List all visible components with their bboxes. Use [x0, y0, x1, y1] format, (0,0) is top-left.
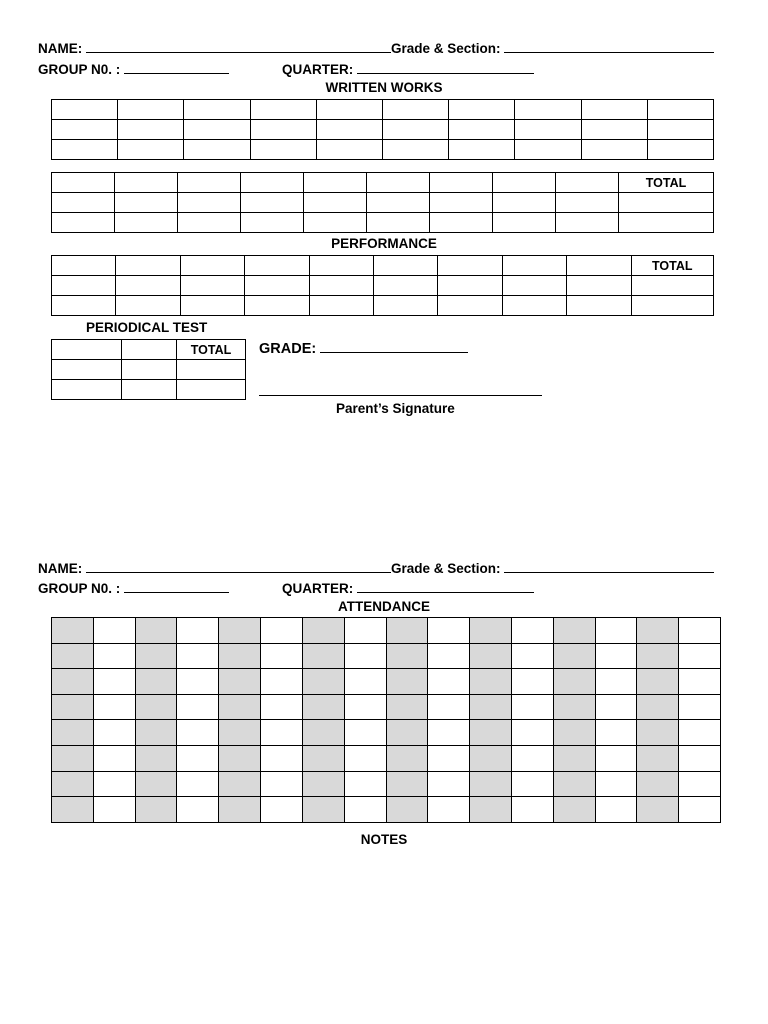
attendance-cell[interactable] — [428, 694, 470, 720]
attendance-cell[interactable] — [428, 720, 470, 746]
score-cell[interactable] — [309, 296, 373, 316]
score-cell[interactable] — [250, 120, 316, 140]
attendance-cell[interactable] — [177, 618, 219, 644]
grade-line — [259, 340, 468, 357]
attendance-cell[interactable] — [386, 720, 428, 746]
attendance-cell[interactable] — [470, 643, 512, 669]
attendance-cell[interactable] — [219, 720, 261, 746]
score-cell[interactable] — [493, 193, 556, 213]
written-works-table-2 — [51, 172, 714, 233]
attendance-cell[interactable] — [302, 669, 344, 695]
score-cell[interactable] — [180, 276, 244, 296]
attendance-cell[interactable] — [386, 669, 428, 695]
attendance-cell[interactable] — [428, 643, 470, 669]
attendance-cell[interactable] — [428, 745, 470, 771]
score-cell[interactable] — [116, 296, 180, 316]
score-cell[interactable] — [184, 120, 250, 140]
attendance-cell[interactable] — [135, 618, 177, 644]
attendance-cell[interactable] — [511, 720, 553, 746]
attendance-cell[interactable] — [135, 669, 177, 695]
attendance-cell[interactable] — [428, 771, 470, 797]
attendance-cell[interactable] — [261, 745, 303, 771]
score-cell[interactable] — [304, 213, 367, 233]
attendance-cell[interactable] — [637, 745, 679, 771]
attendance-cell[interactable] — [177, 745, 219, 771]
score-cell[interactable] — [556, 213, 619, 233]
attendance-cell[interactable] — [302, 797, 344, 823]
score-cell[interactable] — [52, 256, 116, 276]
attendance-cell[interactable] — [637, 669, 679, 695]
attendance-cell[interactable] — [386, 771, 428, 797]
score-cell[interactable] — [430, 173, 493, 193]
score-cell[interactable] — [178, 193, 241, 213]
attendance-cell[interactable] — [553, 643, 595, 669]
attendance-cell[interactable] — [637, 720, 679, 746]
table-row — [52, 669, 721, 695]
grade-section-blank[interactable] — [504, 560, 714, 573]
signature-line[interactable] — [259, 395, 542, 396]
attendance-cell[interactable] — [595, 720, 637, 746]
grade-label: GRADE: — [259, 341, 317, 357]
attendance-cell[interactable] — [177, 771, 219, 797]
attendance-cell[interactable] — [553, 797, 595, 823]
attendance-cell[interactable] — [511, 771, 553, 797]
score-cell[interactable] — [567, 256, 631, 276]
attendance-cell[interactable] — [219, 797, 261, 823]
attendance-cell[interactable] — [679, 797, 721, 823]
attendance-cell[interactable] — [470, 669, 512, 695]
quarter-label: QUARTER: — [282, 62, 354, 77]
attendance-cell[interactable] — [135, 694, 177, 720]
quarter-line — [282, 61, 534, 78]
score-cell[interactable] — [493, 213, 556, 233]
attendance-cell[interactable] — [261, 694, 303, 720]
score-cell[interactable] — [241, 193, 304, 213]
attendance-cell[interactable] — [637, 797, 679, 823]
attendance-cell[interactable] — [344, 694, 386, 720]
score-cell[interactable] — [116, 256, 180, 276]
attendance-cell[interactable] — [177, 797, 219, 823]
attendance-cell[interactable] — [470, 745, 512, 771]
score-cell[interactable] — [115, 173, 178, 193]
score-cell[interactable] — [438, 256, 502, 276]
attendance-cell[interactable] — [386, 745, 428, 771]
attendance-cell[interactable] — [219, 643, 261, 669]
attendance-cell[interactable] — [637, 694, 679, 720]
score-cell[interactable] — [250, 140, 316, 160]
table-row — [52, 140, 714, 160]
table-row — [52, 618, 721, 644]
score-cell[interactable] — [647, 140, 713, 160]
score-cell[interactable] — [241, 173, 304, 193]
score-cell[interactable] — [245, 296, 309, 316]
attendance-cell[interactable] — [261, 720, 303, 746]
score-cell[interactable] — [52, 296, 116, 316]
score-cell[interactable] — [304, 193, 367, 213]
group-blank[interactable] — [124, 580, 229, 593]
score-cell[interactable] — [309, 276, 373, 296]
written-works-title: WRITTEN WORKS — [325, 80, 443, 95]
score-cell[interactable] — [250, 100, 316, 120]
total-cell[interactable] — [631, 276, 713, 296]
attendance-cell[interactable] — [93, 618, 135, 644]
table-row — [52, 100, 714, 120]
name-line-2 — [38, 560, 714, 577]
score-cell[interactable] — [581, 140, 647, 160]
attendance-cell[interactable] — [637, 618, 679, 644]
attendance-table — [51, 617, 721, 823]
attendance-cell[interactable] — [261, 643, 303, 669]
score-cell[interactable] — [245, 276, 309, 296]
attendance-cell[interactable] — [302, 643, 344, 669]
written-works-table-1 — [51, 99, 714, 160]
attendance-cell[interactable] — [135, 643, 177, 669]
attendance-cell[interactable] — [52, 694, 94, 720]
attendance-title: ATTENDANCE — [338, 599, 430, 614]
attendance-cell[interactable] — [470, 694, 512, 720]
group-line — [38, 61, 229, 78]
attendance-cell[interactable] — [261, 797, 303, 823]
attendance-cell[interactable] — [344, 618, 386, 644]
attendance-cell[interactable] — [344, 669, 386, 695]
score-cell[interactable] — [122, 340, 177, 360]
attendance-cell[interactable] — [135, 745, 177, 771]
attendance-cell[interactable] — [595, 694, 637, 720]
score-cell[interactable] — [438, 276, 502, 296]
score-cell[interactable] — [382, 100, 448, 120]
score-cell[interactable] — [515, 140, 581, 160]
attendance-cell[interactable] — [595, 745, 637, 771]
score-cell[interactable] — [647, 120, 713, 140]
periodical-test-table — [51, 339, 246, 400]
performance-table — [51, 255, 714, 316]
score-cell[interactable] — [304, 173, 367, 193]
attendance-cell[interactable] — [679, 745, 721, 771]
attendance-cell[interactable] — [595, 797, 637, 823]
quarter-blank[interactable] — [357, 61, 534, 74]
table-row — [52, 643, 721, 669]
attendance-cell[interactable] — [637, 643, 679, 669]
attendance-cell[interactable] — [52, 643, 94, 669]
score-cell[interactable] — [52, 380, 122, 400]
attendance-cell[interactable] — [344, 720, 386, 746]
attendance-cell[interactable] — [261, 771, 303, 797]
attendance-cell[interactable] — [386, 797, 428, 823]
notes-title: NOTES — [360, 832, 408, 847]
attendance-cell[interactable] — [219, 618, 261, 644]
table-row — [52, 120, 714, 140]
table-row — [52, 771, 721, 797]
score-cell[interactable] — [502, 256, 566, 276]
attendance-cell[interactable] — [93, 669, 135, 695]
attendance-cell[interactable] — [302, 720, 344, 746]
attendance-cell[interactable] — [93, 771, 135, 797]
total-header: TOTAL — [631, 256, 713, 276]
attendance-cell[interactable] — [302, 745, 344, 771]
score-cell[interactable] — [180, 296, 244, 316]
attendance-cell[interactable] — [344, 797, 386, 823]
attendance-cell[interactable] — [219, 669, 261, 695]
attendance-cell[interactable] — [679, 618, 721, 644]
attendance-cell[interactable] — [93, 720, 135, 746]
score-cell[interactable] — [118, 100, 184, 120]
score-cell[interactable] — [430, 213, 493, 233]
attendance-cell[interactable] — [177, 720, 219, 746]
attendance-cell[interactable] — [595, 669, 637, 695]
attendance-cell[interactable] — [386, 694, 428, 720]
score-cell[interactable] — [382, 140, 448, 160]
total-cell[interactable] — [619, 213, 714, 233]
attendance-cell[interactable] — [177, 669, 219, 695]
name-blank[interactable] — [86, 560, 391, 573]
score-cell[interactable] — [430, 193, 493, 213]
attendance-cell[interactable] — [553, 669, 595, 695]
score-cell[interactable] — [647, 100, 713, 120]
score-cell[interactable] — [367, 193, 430, 213]
score-cell[interactable] — [316, 120, 382, 140]
score-cell[interactable] — [52, 213, 115, 233]
attendance-cell[interactable] — [553, 618, 595, 644]
attendance-cell[interactable] — [679, 694, 721, 720]
score-cell[interactable] — [52, 120, 118, 140]
attendance-cell[interactable] — [219, 745, 261, 771]
score-cell[interactable] — [556, 173, 619, 193]
attendance-cell[interactable] — [386, 618, 428, 644]
attendance-cell[interactable] — [52, 745, 94, 771]
attendance-cell[interactable] — [52, 771, 94, 797]
table-row — [52, 276, 714, 296]
table-row — [52, 213, 714, 233]
attendance-cell[interactable] — [219, 694, 261, 720]
score-cell[interactable] — [309, 256, 373, 276]
parents-signature-label: Parent’s Signature — [336, 401, 455, 416]
score-cell[interactable] — [241, 213, 304, 233]
attendance-cell[interactable] — [595, 771, 637, 797]
quarter-blank[interactable] — [357, 580, 534, 593]
table-row — [52, 380, 246, 400]
score-cell[interactable] — [438, 296, 502, 316]
attendance-cell[interactable] — [595, 618, 637, 644]
attendance-cell[interactable] — [344, 771, 386, 797]
total-cell[interactable] — [177, 360, 246, 380]
table-row — [52, 256, 714, 276]
score-cell[interactable] — [115, 193, 178, 213]
attendance-cell[interactable] — [428, 669, 470, 695]
attendance-cell[interactable] — [261, 669, 303, 695]
attendance-cell[interactable] — [135, 771, 177, 797]
attendance-cell[interactable] — [135, 797, 177, 823]
attendance-cell[interactable] — [553, 720, 595, 746]
group-label: GROUP N0. : — [38, 581, 121, 596]
score-cell[interactable] — [122, 360, 177, 380]
score-cell[interactable] — [515, 100, 581, 120]
total-cell[interactable] — [177, 380, 246, 400]
score-cell[interactable] — [52, 140, 118, 160]
attendance-cell[interactable] — [219, 771, 261, 797]
attendance-cell[interactable] — [93, 745, 135, 771]
table-row — [52, 193, 714, 213]
score-cell[interactable] — [52, 100, 118, 120]
score-cell[interactable] — [493, 173, 556, 193]
table-row — [52, 340, 246, 360]
attendance-cell[interactable] — [302, 694, 344, 720]
score-cell[interactable] — [367, 173, 430, 193]
attendance-cell[interactable] — [177, 694, 219, 720]
quarter-line-2 — [282, 580, 534, 597]
attendance-cell[interactable] — [470, 771, 512, 797]
score-cell[interactable] — [180, 256, 244, 276]
score-cell[interactable] — [449, 120, 515, 140]
score-cell[interactable] — [52, 360, 122, 380]
attendance-cell[interactable] — [511, 745, 553, 771]
score-cell[interactable] — [373, 256, 437, 276]
periodical-test-title: PERIODICAL TEST — [86, 320, 208, 335]
table-row — [52, 745, 721, 771]
score-cell[interactable] — [115, 213, 178, 233]
score-cell[interactable] — [52, 193, 115, 213]
attendance-cell[interactable] — [511, 618, 553, 644]
attendance-cell[interactable] — [637, 771, 679, 797]
attendance-cell[interactable] — [511, 643, 553, 669]
attendance-cell[interactable] — [302, 771, 344, 797]
score-cell[interactable] — [116, 276, 180, 296]
attendance-cell[interactable] — [52, 669, 94, 695]
table-row — [52, 360, 246, 380]
attendance-cell[interactable] — [470, 720, 512, 746]
group-label: GROUP N0. : — [38, 62, 121, 77]
attendance-cell[interactable] — [511, 669, 553, 695]
attendance-cell[interactable] — [553, 745, 595, 771]
attendance-cell[interactable] — [93, 797, 135, 823]
name-label: NAME: — [38, 41, 83, 56]
attendance-cell[interactable] — [386, 643, 428, 669]
score-cell[interactable] — [373, 276, 437, 296]
score-cell[interactable] — [122, 380, 177, 400]
grade-blank[interactable] — [320, 340, 468, 353]
quarter-label: QUARTER: — [282, 581, 354, 596]
score-cell[interactable] — [449, 100, 515, 120]
total-header: TOTAL — [177, 340, 246, 360]
name-line — [38, 40, 714, 57]
attendance-cell[interactable] — [52, 618, 94, 644]
grade-section-label: Grade & Section: — [391, 561, 501, 576]
attendance-cell[interactable] — [344, 745, 386, 771]
attendance-cell[interactable] — [679, 720, 721, 746]
attendance-cell[interactable] — [302, 618, 344, 644]
attendance-cell[interactable] — [470, 618, 512, 644]
score-cell[interactable] — [581, 100, 647, 120]
group-blank[interactable] — [124, 61, 229, 74]
attendance-cell[interactable] — [511, 694, 553, 720]
attendance-cell[interactable] — [428, 618, 470, 644]
score-cell[interactable] — [184, 140, 250, 160]
score-cell[interactable] — [178, 213, 241, 233]
attendance-cell[interactable] — [52, 720, 94, 746]
score-cell[interactable] — [581, 120, 647, 140]
table-row — [52, 296, 714, 316]
attendance-cell[interactable] — [344, 643, 386, 669]
attendance-cell[interactable] — [679, 643, 721, 669]
total-cell[interactable] — [619, 193, 714, 213]
group-line-2 — [38, 580, 229, 597]
name-label: NAME: — [38, 561, 83, 576]
attendance-cell[interactable] — [93, 694, 135, 720]
score-cell[interactable] — [382, 120, 448, 140]
score-cell[interactable] — [567, 296, 631, 316]
score-cell[interactable] — [52, 173, 115, 193]
table-row — [52, 720, 721, 746]
score-cell[interactable] — [184, 100, 250, 120]
attendance-cell[interactable] — [52, 797, 94, 823]
grade-section-blank[interactable] — [504, 40, 714, 53]
attendance-cell[interactable] — [93, 643, 135, 669]
score-cell[interactable] — [245, 256, 309, 276]
name-blank[interactable] — [86, 40, 391, 53]
attendance-cell[interactable] — [595, 643, 637, 669]
table-row — [52, 797, 721, 823]
score-cell[interactable] — [316, 100, 382, 120]
score-cell[interactable] — [502, 296, 566, 316]
attendance-cell[interactable] — [679, 771, 721, 797]
score-cell[interactable] — [367, 213, 430, 233]
attendance-cell[interactable] — [679, 669, 721, 695]
score-cell[interactable] — [118, 120, 184, 140]
score-cell[interactable] — [515, 120, 581, 140]
performance-title: PERFORMANCE — [331, 236, 437, 251]
grade-section-label: Grade & Section: — [391, 41, 501, 56]
attendance-cell[interactable] — [553, 771, 595, 797]
attendance-cell[interactable] — [428, 797, 470, 823]
table-row — [52, 173, 714, 193]
attendance-cell[interactable] — [511, 797, 553, 823]
score-cell[interactable] — [502, 276, 566, 296]
attendance-cell[interactable] — [553, 694, 595, 720]
total-cell[interactable] — [631, 296, 713, 316]
total-header: TOTAL — [619, 173, 714, 193]
score-cell[interactable] — [373, 296, 437, 316]
score-cell[interactable] — [316, 140, 382, 160]
score-cell[interactable] — [556, 193, 619, 213]
score-cell[interactable] — [52, 276, 116, 296]
attendance-cell[interactable] — [261, 618, 303, 644]
score-cell[interactable] — [52, 340, 122, 360]
attendance-cell[interactable] — [470, 797, 512, 823]
score-cell[interactable] — [567, 276, 631, 296]
attendance-cell[interactable] — [135, 720, 177, 746]
score-cell[interactable] — [449, 140, 515, 160]
table-row — [52, 694, 721, 720]
score-cell[interactable] — [118, 140, 184, 160]
score-cell[interactable] — [178, 173, 241, 193]
attendance-cell[interactable] — [177, 643, 219, 669]
